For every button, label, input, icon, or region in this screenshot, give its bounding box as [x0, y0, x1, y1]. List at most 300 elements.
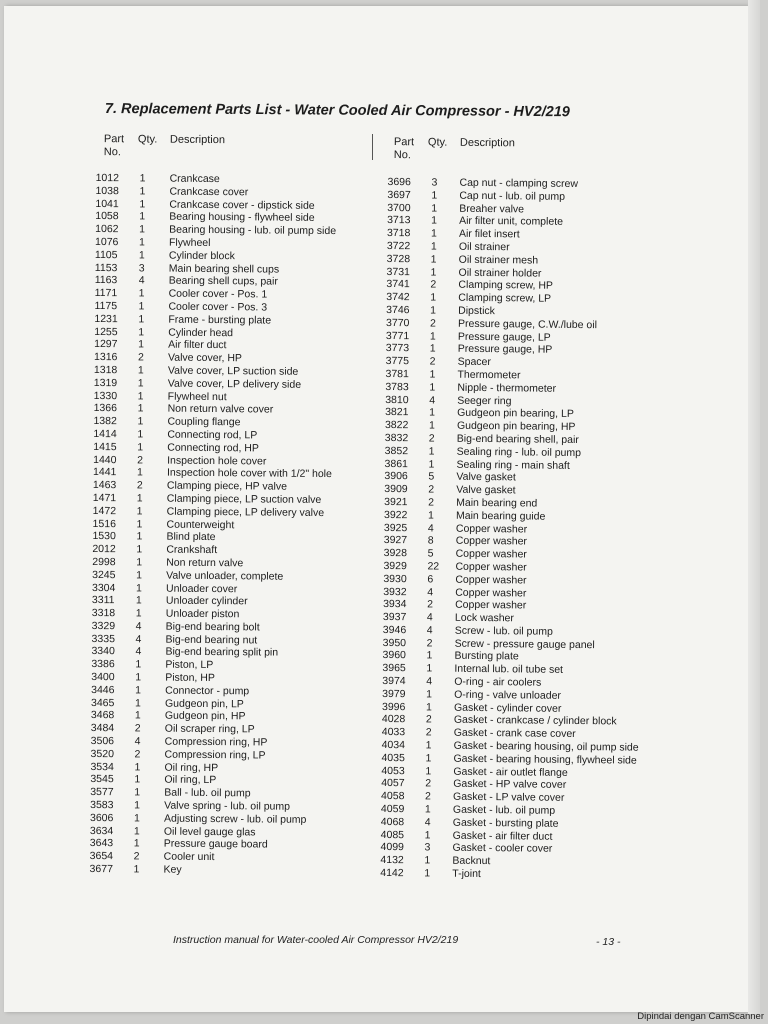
description: Cooler cover - Pos. 3 [168, 300, 268, 314]
quantity: 1 [136, 556, 143, 569]
quantity: 1 [138, 338, 145, 351]
description: Sealing ring - lub. oil pump [456, 445, 582, 459]
description: Gasket - bearing housing, oil pump side [453, 739, 639, 754]
description: Copper washer [455, 522, 528, 535]
description: Big-end bearing shell, pair [456, 432, 579, 446]
description: Big-end bearing nut [165, 633, 258, 647]
quantity: 1 [137, 428, 144, 441]
quantity: 1 [138, 325, 145, 338]
part-number: 4132 [380, 854, 404, 867]
description: Clamping piece, HP valve [166, 479, 288, 493]
quantity: 1 [424, 854, 431, 867]
part-number: 3484 [90, 722, 115, 735]
description: Inspection hole cover with 1/2" hole [166, 466, 332, 481]
part-number: 1038 [95, 184, 119, 197]
description: Valve cover, LP suction side [167, 364, 299, 378]
description: Counterweight [166, 518, 235, 531]
description: Compression ring, LP [164, 748, 266, 762]
part-number: 3906 [384, 470, 408, 483]
quantity: 1 [431, 189, 438, 202]
description: Bearing housing - flywheel side [169, 211, 315, 225]
part-number: 4028 [381, 713, 406, 726]
part-number: 3245 [92, 568, 116, 581]
quantity: 1 [133, 824, 140, 838]
description: O-ring - valve unloader [454, 688, 562, 702]
quantity: 1 [133, 863, 140, 876]
part-number: 1463 [92, 479, 117, 492]
description: Flywheel nut [167, 390, 227, 403]
part-number: 1472 [92, 504, 117, 517]
parts-table-left [89, 133, 366, 876]
description: Cylinder head [168, 326, 234, 339]
description: Connector - pump [165, 684, 250, 698]
description: Air filter unit, complete [459, 215, 564, 229]
quantity: 5 [427, 547, 434, 560]
quantity: 8 [427, 534, 434, 547]
part-number: 4033 [381, 726, 406, 739]
part-number: 1163 [94, 274, 118, 287]
part-number: 3741 [386, 278, 410, 291]
description: O-ring - air coolers [454, 675, 542, 689]
description: Connecting rod, HP [167, 441, 259, 455]
part-number: 3386 [91, 658, 115, 671]
description: Bursting plate [454, 650, 519, 663]
quantity: 2 [428, 496, 435, 509]
part-number: 3400 [91, 671, 115, 684]
parts-rows-left [90, 172, 366, 878]
quantity: 4 [426, 675, 433, 688]
description: Gudgeon pin bearing, LP [457, 407, 574, 421]
quantity: 1 [139, 223, 146, 236]
quantity: 2 [137, 351, 144, 364]
part-number: 3861 [384, 457, 408, 470]
description: Piston, HP [165, 671, 215, 685]
quantity: 1 [425, 752, 432, 765]
part-number: 3852 [384, 444, 409, 457]
description: Gasket - cooler cover [452, 842, 553, 856]
quantity: 1 [134, 786, 141, 799]
quantity: 1 [138, 236, 145, 249]
part-number: 4099 [380, 841, 404, 854]
part-number: 3937 [382, 611, 407, 624]
quantity: 1 [137, 441, 144, 454]
description: Gasket - air filter duct [452, 829, 553, 843]
part-number: 3909 [384, 483, 408, 496]
part-number: 3822 [384, 419, 409, 432]
description: Bearing shell cups, pair [168, 275, 278, 288]
quantity: 2 [425, 777, 432, 790]
part-number: 3606 [89, 811, 114, 825]
quantity: 4 [424, 816, 431, 829]
quantity: 2 [137, 453, 144, 466]
part-number: 3311 [91, 594, 115, 607]
part-number: 2012 [92, 543, 116, 556]
quantity: 1 [426, 688, 433, 701]
description: Gasket - cylinder cover [453, 701, 562, 715]
quantity: 1 [430, 291, 437, 304]
column-divider [372, 134, 373, 160]
part-number: 1231 [94, 312, 118, 325]
quantity: 1 [138, 287, 145, 300]
quantity: 4 [427, 521, 434, 535]
quantity: 1 [424, 867, 431, 880]
description: Thermometer [457, 368, 521, 382]
part-number: 4057 [381, 777, 405, 790]
header-description: Description [169, 133, 226, 147]
part-number: 3925 [383, 521, 408, 534]
parts-rows-right [380, 176, 667, 883]
quantity: 2 [425, 790, 431, 803]
description: Clamping screw, LP [458, 291, 552, 305]
quantity: 1 [137, 402, 144, 415]
quantity: 5 [428, 470, 435, 483]
quantity: 1 [428, 445, 435, 458]
description: Main bearing shell cups [168, 262, 280, 276]
quantity: 4 [135, 645, 142, 658]
quantity: 1 [135, 658, 142, 671]
quantity: 4 [135, 620, 142, 633]
part-number: 3534 [90, 760, 114, 773]
quantity: 1 [133, 812, 140, 825]
part-number: 3960 [382, 649, 406, 662]
part-number: 4068 [380, 815, 405, 829]
part-number: 3996 [381, 700, 406, 713]
quantity: 1 [426, 662, 433, 675]
description: Gudgeon pin, LP [164, 697, 244, 710]
part-number: 4142 [380, 866, 404, 880]
quantity: 1 [429, 368, 436, 381]
part-number: 3928 [383, 547, 408, 560]
quantity: 1 [136, 492, 143, 505]
description: Gasket - crank case cover [453, 726, 576, 741]
part-number: 1012 [95, 171, 120, 185]
part-number: 1530 [92, 530, 116, 543]
quantity: 1 [135, 594, 142, 607]
quantity: 2 [134, 722, 141, 735]
quantity: 1 [429, 381, 436, 394]
description: Dipstick [458, 304, 496, 318]
description: Sealing ring - main shaft [456, 458, 570, 472]
description: Breaher valve [459, 202, 525, 216]
quantity: 2 [426, 637, 433, 650]
quantity: 1 [427, 509, 434, 522]
quantity: 2 [427, 598, 433, 611]
quantity: 1 [134, 799, 141, 812]
description: Clamping screw, HP [458, 279, 554, 293]
quantity: 1 [133, 837, 140, 850]
description: Oil ring, HP [164, 761, 219, 774]
quantity: 1 [424, 803, 431, 816]
part-number: 3781 [385, 367, 409, 381]
description: Pressure gauge board [163, 838, 268, 851]
part-number: 1171 [94, 287, 118, 300]
scanner-watermark: Dipindai dengan CamScanner [637, 1011, 764, 1022]
part-number: 4059 [380, 803, 405, 816]
part-number: 3718 [386, 227, 411, 240]
quantity: 2 [425, 726, 432, 739]
description: Valve spring - lub. oil pump [164, 799, 291, 813]
quantity: 3 [138, 261, 145, 275]
description: Backnut [452, 854, 491, 868]
part-number: 3821 [385, 406, 409, 419]
quantity: 1 [424, 829, 431, 842]
description: Cap nut - lub. oil pump [459, 189, 566, 203]
part-number: 1076 [94, 235, 119, 249]
quantity: 1 [137, 415, 144, 428]
description: Oil strainer holder [458, 266, 542, 280]
part-number: 3677 [89, 863, 113, 876]
part-number: 1062 [95, 223, 119, 236]
part-number: 3340 [91, 645, 115, 658]
quantity: 1 [134, 697, 141, 710]
header-qty: Qty. [427, 136, 448, 149]
description: Copper washer [455, 547, 527, 561]
description: Blind plate [166, 530, 216, 544]
quantity: 2 [429, 317, 436, 330]
quantity: 1 [135, 607, 142, 620]
description: Internal lub. oil tube set [454, 663, 564, 677]
part-number: 3506 [90, 735, 115, 748]
part-number: 3770 [385, 316, 410, 329]
description: Unloader cylinder [165, 594, 248, 608]
part-number: 1175 [94, 299, 118, 313]
quantity: 1 [139, 197, 146, 211]
part-number: 1319 [93, 376, 118, 389]
part-number: 1316 [93, 351, 118, 364]
part-number: 3465 [90, 696, 115, 709]
description: Clamping piece, LP suction valve [166, 492, 322, 506]
quantity: 1 [135, 684, 142, 697]
description: Crankcase cover - dipstick side [169, 198, 315, 212]
header-part-no: Part No. [393, 136, 415, 162]
manual-footer: Instruction manual for Water-cooled Air Compressor HV2/219 [173, 934, 459, 946]
description: Non return valve [166, 556, 244, 570]
quantity: 1 [425, 739, 432, 752]
description: Gudgeon pin, HP [164, 710, 246, 723]
quantity: 22 [427, 560, 440, 573]
quantity: 4 [426, 624, 433, 637]
part-number: 3728 [386, 252, 411, 266]
page-number: - 13 - [596, 936, 621, 948]
description: Copper washer [455, 560, 527, 574]
table-header [388, 136, 668, 179]
part-number: 3979 [382, 687, 406, 701]
part-number: 3771 [385, 329, 410, 342]
part-number: 3921 [384, 495, 408, 509]
description: Nipple - thermometer [457, 381, 557, 395]
description: Big-end bearing bolt [165, 620, 260, 634]
description: Gasket - lub. oil pump [452, 803, 556, 817]
part-number: 3634 [89, 824, 114, 837]
description: Spacer [457, 355, 491, 369]
quantity: 1 [429, 330, 436, 343]
part-number: 3583 [90, 799, 114, 812]
quantity: 1 [136, 505, 143, 518]
quantity: 1 [138, 249, 145, 262]
quantity: 1 [139, 172, 146, 185]
part-number: 3329 [91, 619, 116, 633]
description: Air filter duct [168, 338, 227, 352]
description: Main bearing end [456, 496, 538, 510]
part-number: 3773 [385, 342, 410, 355]
description: Gasket - bursting plate [452, 816, 559, 830]
quantity: 4 [138, 274, 145, 287]
part-number: 3965 [382, 662, 406, 675]
description: Non return valve cover [167, 402, 274, 416]
part-number: 2998 [92, 555, 116, 569]
quantity: 1 [134, 709, 141, 722]
part-number: 3775 [385, 355, 410, 368]
quantity: 4 [134, 735, 141, 748]
description: Pressure gauge, HP [457, 343, 553, 357]
part-number: 1414 [93, 427, 117, 441]
quantity: 1 [136, 543, 143, 556]
description: Valve gasket [456, 483, 516, 497]
table-header [96, 133, 366, 175]
part-number: 1105 [94, 248, 118, 261]
part-number: 3974 [382, 675, 406, 688]
parts-table-right [380, 136, 668, 881]
part-number: 3520 [90, 747, 114, 761]
quantity: 1 [136, 517, 143, 530]
part-number: 3932 [383, 585, 407, 598]
description: Gasket - air outlet flange [453, 765, 568, 779]
header-qty: Qty. [137, 133, 158, 146]
quantity: 1 [134, 773, 141, 786]
description: Screw - lub. oil pump [454, 624, 553, 638]
part-number: 4058 [381, 790, 405, 803]
quantity: 1 [135, 581, 142, 594]
part-number: 1330 [93, 389, 118, 402]
quantity: 3 [424, 841, 431, 854]
description: Gasket - LP valve cover [453, 790, 565, 805]
quantity: 1 [430, 240, 437, 253]
quantity: 6 [427, 573, 434, 586]
part-number: 3713 [387, 214, 411, 227]
quantity: 2 [430, 278, 437, 291]
part-number: 3700 [387, 201, 411, 214]
description: Coupling flange [167, 415, 241, 429]
description: Unloader piston [165, 607, 240, 621]
part-number: 1441 [92, 466, 117, 479]
part-number: 1153 [94, 261, 118, 274]
quantity: 1 [135, 671, 142, 684]
part-number: 3922 [383, 508, 408, 521]
quantity: 1 [137, 377, 144, 390]
quantity: 2 [133, 850, 140, 863]
description: Oil strainer [458, 240, 510, 254]
quantity: 2 [428, 432, 435, 445]
part-number: 1471 [92, 491, 117, 505]
description: Cooler cover - Pos. 1 [168, 287, 268, 301]
description: Screw - pressure gauge panel [454, 637, 595, 651]
quantity: 1 [431, 214, 438, 227]
part-number: 3934 [383, 598, 407, 611]
quantity: 1 [137, 389, 144, 402]
description: Ball - lub. oil pump [164, 786, 251, 800]
quantity: 1 [430, 253, 437, 266]
part-number: 3446 [91, 683, 115, 697]
part-number: 3950 [382, 636, 407, 649]
description: Valve cover, LP delivery side [167, 377, 302, 391]
description: Inspection hole cover [167, 454, 267, 468]
page-title: 7. Replacement Parts List - Water Cooled Air Compressor - HV2/219 [104, 101, 570, 121]
description: Oil ring, LP [164, 774, 217, 787]
part-number: 1366 [93, 402, 118, 415]
description: Valve gasket [456, 471, 516, 484]
quantity: 1 [138, 313, 145, 326]
part-number: 3783 [385, 380, 409, 393]
description: Flywheel [168, 236, 211, 249]
quantity: 2 [136, 479, 143, 492]
description: Cap nut - clamping screw [459, 176, 579, 190]
part-number: 3927 [383, 534, 408, 547]
part-number: 3468 [90, 709, 115, 722]
description: Crankcase cover [169, 185, 249, 199]
quantity: 4 [427, 585, 434, 598]
part-number: 1382 [93, 415, 117, 428]
description: Gasket - crankcase / cylinder block [453, 714, 617, 728]
description: Big-end bearing split pin [165, 646, 279, 660]
description: Cooler unit [163, 850, 215, 864]
quantity: 1 [430, 304, 437, 317]
part-number: 3946 [382, 623, 407, 637]
quantity: 1 [136, 569, 143, 582]
quantity: 4 [426, 611, 433, 624]
description: Pressure gauge, C.W./lube oil [457, 317, 598, 331]
description: Compression ring, HP [164, 735, 268, 749]
part-number: 4053 [381, 764, 405, 777]
part-number: 3930 [383, 572, 407, 585]
quantity: 2 [428, 483, 435, 496]
description: Oil level gauge glas [163, 825, 256, 839]
description: Copper washer [455, 586, 527, 599]
quantity: 1 [138, 300, 145, 313]
description: Lock washer [454, 611, 514, 625]
description: Gudgeon pin bearing, HP [456, 419, 576, 434]
quantity: 1 [139, 210, 146, 223]
quantity: 1 [136, 466, 143, 479]
part-number: 1058 [95, 210, 119, 223]
description: Copper washer [455, 535, 528, 548]
part-number: 3742 [386, 291, 410, 304]
part-number: 3545 [90, 773, 114, 786]
description: Key [163, 863, 182, 876]
quantity: 1 [426, 649, 433, 662]
quantity: 1 [431, 202, 438, 215]
part-number: 1041 [95, 197, 119, 210]
quantity: 4 [429, 393, 436, 407]
header-part-no: Part No. [103, 133, 125, 159]
page-edge [748, 0, 760, 1014]
part-number: 3577 [90, 786, 114, 799]
part-number: 3810 [385, 393, 409, 406]
table-row [90, 863, 360, 878]
description: Seeger ring [457, 394, 512, 407]
part-number: 1415 [93, 440, 117, 453]
quantity: 1 [428, 419, 435, 432]
description: Cylinder block [168, 249, 235, 262]
description: Oil scraper ring, LP [164, 722, 255, 736]
quantity: 1 [430, 266, 437, 279]
description: Frame - bursting plate [168, 313, 272, 327]
quantity: 4 [135, 633, 142, 646]
part-number: 3731 [386, 265, 411, 278]
quantity: 1 [429, 406, 436, 419]
quantity: 1 [425, 701, 432, 714]
part-number: 3746 [386, 303, 410, 317]
description: Copper washer [455, 599, 527, 612]
